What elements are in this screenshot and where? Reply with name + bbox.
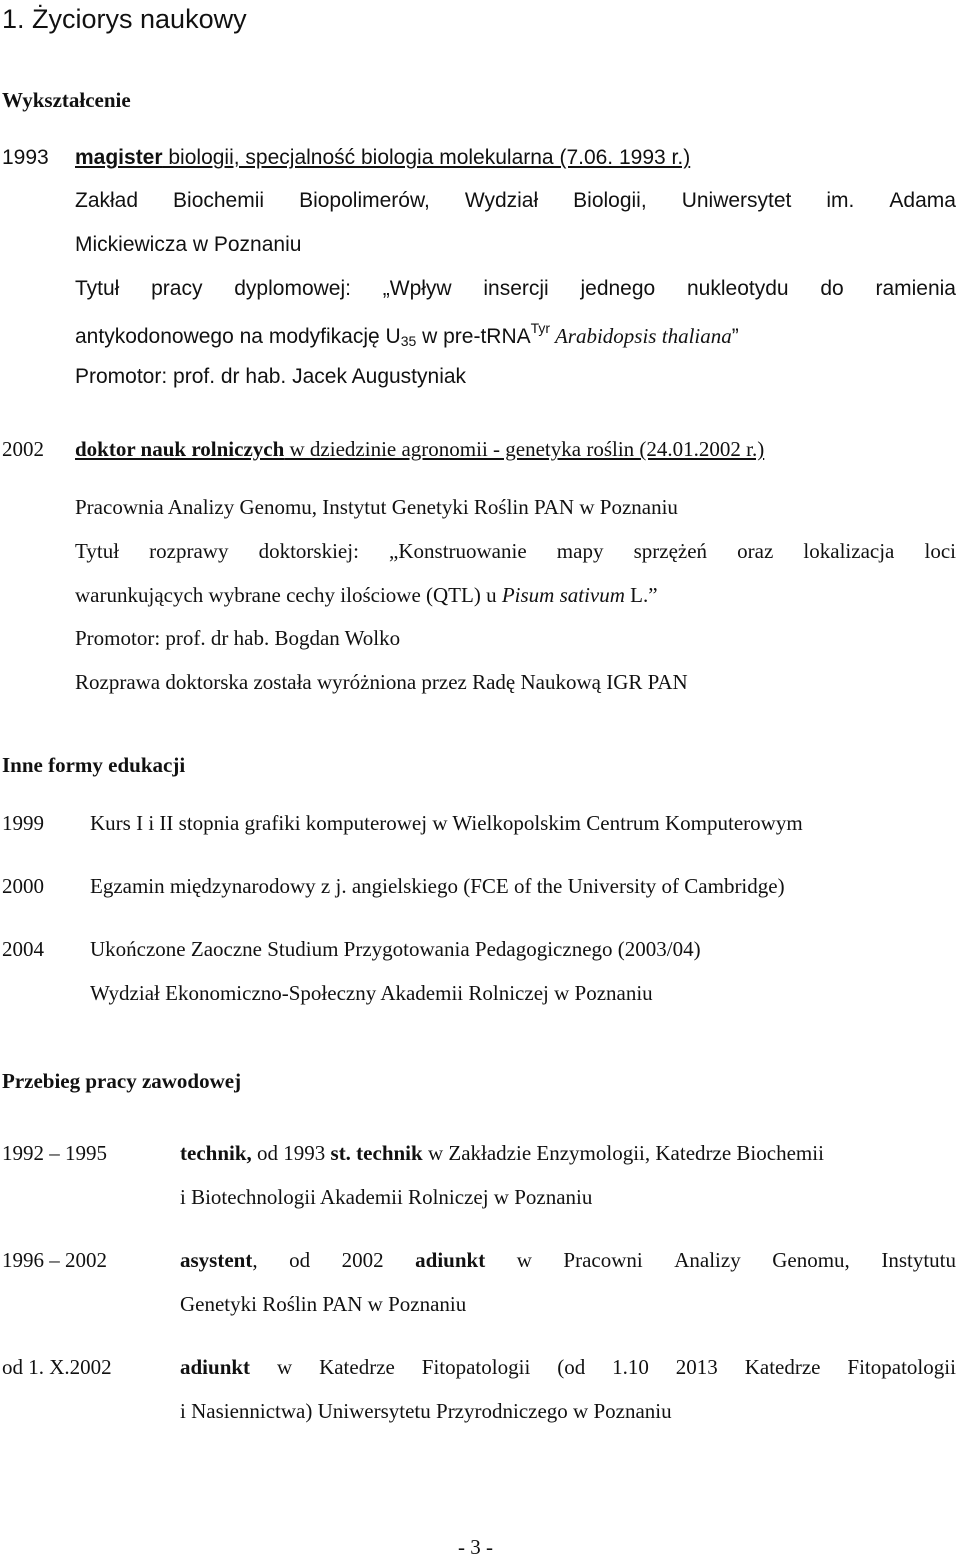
word: pracy bbox=[151, 277, 203, 300]
other-edu-text: Egzamin międzynarodowy z j. angielskiego (FCE of the University of Cambridge) bbox=[90, 874, 785, 898]
phd-degree: doktor nauk rolniczych bbox=[75, 437, 285, 461]
thesis-text: ” bbox=[731, 325, 739, 348]
other-edu-text: Ukończone Zaoczne Studium Przygotowania Pedagogicznego (2003/04) bbox=[90, 937, 701, 961]
word: dyplomowej: bbox=[234, 277, 351, 300]
career-line: i Biotechnologii Akademii Rolniczej w Poznaniu bbox=[180, 1185, 593, 1209]
phd-distinction: Rozprawa doktorska została wyróżniona przez Radę Naukową IGR PAN bbox=[75, 670, 688, 694]
word: Tytuł bbox=[75, 277, 120, 300]
career-period: 1996 – 2002 bbox=[2, 1248, 107, 1272]
masters-institution-line2: Mickiewicza w Poznaniu bbox=[75, 233, 302, 256]
thesis-text: antykodonowego na modyfikację U bbox=[75, 325, 401, 348]
career-period: od 1. X.2002 bbox=[2, 1355, 112, 1379]
word: Analizy bbox=[674, 1248, 741, 1272]
word: 2013 bbox=[675, 1355, 718, 1379]
word: im. bbox=[826, 189, 855, 212]
phd-thesis-line2 bbox=[75, 583, 658, 608]
word: ramienia bbox=[875, 277, 956, 300]
other-edu-year: 2004 bbox=[2, 937, 44, 961]
word: w bbox=[516, 1248, 532, 1272]
word: od bbox=[289, 1248, 311, 1272]
position: technik, bbox=[180, 1141, 252, 1165]
word: Pracowni bbox=[563, 1248, 643, 1272]
other-edu-text: Wydział Ekonomiczno-Społeczny Akademii Rolniczej w Poznaniu bbox=[90, 981, 653, 1005]
career-line: Genetyki Roślin PAN w Poznaniu bbox=[180, 1292, 467, 1316]
word: Tytuł bbox=[75, 539, 120, 563]
word: insercji bbox=[483, 277, 549, 300]
career-text: w Zakładzie Enzymologii, Katedrze Biochemii bbox=[422, 1141, 824, 1165]
superscript: Tyr bbox=[530, 320, 551, 336]
word: Instytutu bbox=[881, 1248, 956, 1272]
position: adiunkt bbox=[415, 1248, 486, 1272]
career-line bbox=[180, 1141, 824, 1166]
other-education-heading: Inne formy edukacji bbox=[2, 753, 186, 777]
word: Zakład bbox=[75, 189, 139, 212]
word: Katedrze bbox=[319, 1355, 395, 1379]
word: Biochemii bbox=[173, 189, 265, 212]
word: 1.10 bbox=[612, 1355, 649, 1379]
other-edu-year: 2000 bbox=[2, 874, 44, 898]
word bbox=[180, 1248, 258, 1273]
word: w bbox=[276, 1355, 293, 1379]
phd-institution: Pracownia Analizy Genomu, Instytut Genetyki Roślin PAN w Poznaniu bbox=[75, 495, 678, 519]
masters-thesis-line1 bbox=[75, 277, 956, 301]
word: Biologii, bbox=[573, 189, 647, 212]
other-edu-text: Kurs I i II stopnia grafiki komputerowej w Wielkopolskim Centrum Komputerowym bbox=[90, 811, 803, 835]
word: „Konstruowanie bbox=[389, 539, 527, 563]
thesis-text: warunkujących wybrane cechy ilościowe (QTL) u bbox=[75, 583, 502, 607]
phd-degree-rest: w dziedzinie agronomii - genetyka roślin (24.01.2002 r.) bbox=[284, 437, 765, 461]
position: st. technik bbox=[330, 1141, 423, 1165]
career-period: 1992 – 1995 bbox=[2, 1141, 107, 1165]
thesis-text: L.” bbox=[624, 583, 658, 607]
page-number: - 3 - bbox=[458, 1535, 493, 1559]
position: adiunkt bbox=[180, 1355, 251, 1379]
word: nukleotydu bbox=[686, 277, 789, 300]
masters-degree-line bbox=[75, 146, 690, 170]
career-text: od 1993 bbox=[251, 1141, 331, 1165]
word: Adama bbox=[889, 189, 956, 212]
page-title: 1. Życiorys naukowy bbox=[2, 4, 247, 34]
masters-degree-rest: biologii, specjalność biologia molekularna (7.06. 1993 r.) bbox=[162, 146, 691, 169]
other-edu-year: 1999 bbox=[2, 811, 44, 835]
word: Fitopatologii bbox=[421, 1355, 531, 1379]
word: „Wpływ bbox=[382, 277, 452, 300]
career-line bbox=[180, 1248, 956, 1273]
word: Wydział bbox=[464, 189, 539, 212]
word: jednego bbox=[580, 277, 656, 300]
masters-degree: magister bbox=[75, 146, 163, 169]
subscript: 35 bbox=[400, 333, 417, 349]
word: loci bbox=[924, 539, 956, 563]
masters-year: 1993 bbox=[2, 146, 49, 169]
position: asystent bbox=[180, 1248, 253, 1272]
word: (od bbox=[557, 1355, 586, 1379]
masters-promotor: Promotor: prof. dr hab. Jacek Augustyniak bbox=[75, 365, 467, 388]
phd-thesis-line1 bbox=[75, 539, 956, 564]
punct: , bbox=[252, 1248, 258, 1272]
word: Biopolimerów, bbox=[299, 189, 430, 212]
word: Katedrze bbox=[744, 1355, 821, 1379]
word: Fitopatologii bbox=[847, 1355, 956, 1379]
word: doktorskiej: bbox=[258, 539, 359, 563]
masters-thesis-line2 bbox=[75, 320, 739, 349]
word: lokalizacja bbox=[803, 539, 895, 563]
masters-institution-line1 bbox=[75, 189, 956, 213]
word: Genomu, bbox=[772, 1248, 850, 1272]
career-line bbox=[180, 1355, 956, 1380]
phd-year: 2002 bbox=[2, 437, 44, 461]
word: rozprawy bbox=[149, 539, 229, 563]
education-heading: Wykształcenie bbox=[2, 88, 131, 112]
word: do bbox=[820, 277, 844, 300]
word: sprzężeń bbox=[633, 539, 708, 563]
thesis-text: w pre-tRNA bbox=[416, 325, 531, 348]
phd-degree-line bbox=[75, 437, 764, 462]
species-name: Arabidopsis thaliana bbox=[550, 324, 732, 348]
word: Uniwersytet bbox=[681, 189, 792, 212]
word: mapy bbox=[556, 539, 604, 563]
species-name: Pisum sativum bbox=[501, 583, 625, 607]
career-line: i Nasiennictwa) Uniwersytetu Przyrodniczego w Poznaniu bbox=[180, 1399, 672, 1423]
word: oraz bbox=[737, 539, 774, 563]
phd-promotor: Promotor: prof. dr hab. Bogdan Wolko bbox=[75, 626, 401, 650]
word: 2002 bbox=[341, 1248, 384, 1272]
career-heading: Przebieg pracy zawodowej bbox=[2, 1069, 242, 1093]
